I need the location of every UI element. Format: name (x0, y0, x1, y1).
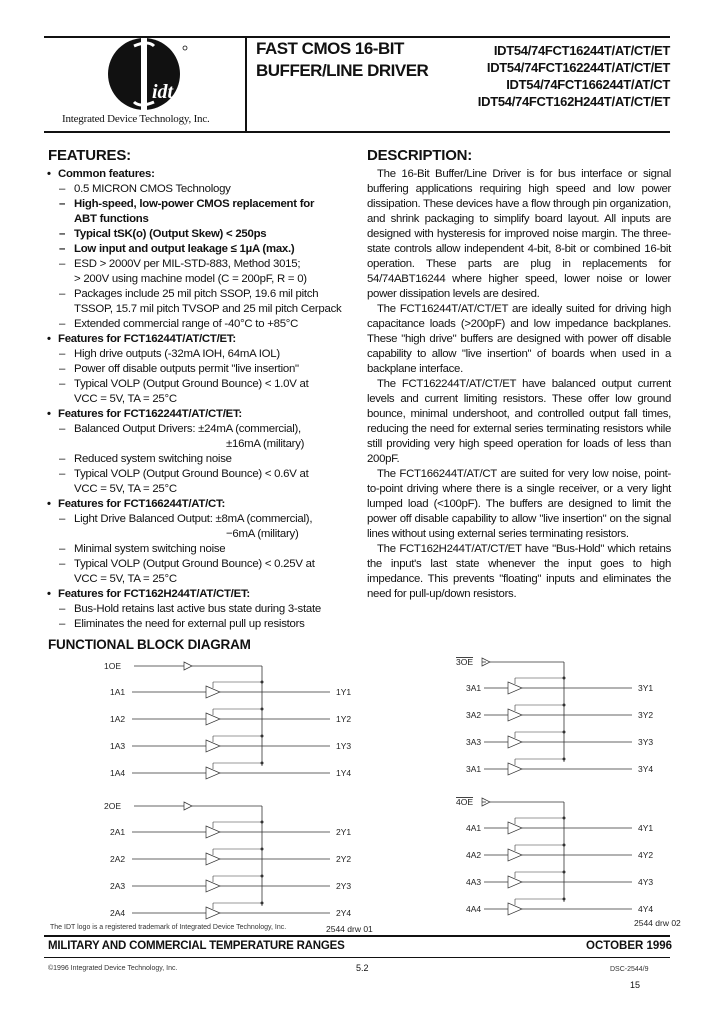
output-label: 3Y4 (638, 764, 654, 774)
output-label: 2Y1 (336, 827, 352, 837)
junction-dot (563, 871, 566, 874)
drawing-code: 2544 drw 01 (326, 924, 373, 934)
feature-line: – Reduced system switching noise (44, 452, 362, 467)
junction-dot (563, 677, 566, 680)
input-label: 1A1 (110, 687, 126, 697)
output-label: 4Y3 (638, 877, 654, 887)
features-list (44, 167, 362, 632)
input-label: 4A2 (466, 850, 482, 860)
feature-line: – Typical tSK(o) (Output Skew) < 250ps (44, 227, 362, 242)
feature-line: • Features for FCT162H244T/AT/CT/ET: (44, 587, 362, 602)
functional-block-diagram (44, 650, 684, 940)
feature-line: – Eliminates the need for external pull up resistors (44, 617, 362, 632)
part-number: IDT54/74FCT162244T/AT/CT/ET (486, 60, 670, 75)
junction-dot (261, 735, 264, 738)
enable-buffer-icon (184, 662, 192, 670)
junction-dot (261, 708, 264, 711)
input-label: 2A2 (110, 854, 126, 864)
footer-rule-thin (44, 957, 670, 958)
input-label: 3A3 (466, 737, 482, 747)
document-code: DSC-2544/9 (610, 966, 649, 973)
feature-line: – Minimal system switching noise (44, 542, 362, 557)
junction-dot (563, 898, 566, 901)
input-label: 1A2 (110, 714, 126, 724)
feature-line: – Extended commercial range of -40°C to +85°C (44, 317, 362, 332)
title-line-2: BUFFER/LINE DRIVER (256, 61, 429, 80)
feature-line: – 0.5 MICRON CMOS Technology (44, 182, 362, 197)
feature-line: • Features for FCT166244T/AT/CT: (44, 497, 362, 512)
output-label: 1Y4 (336, 768, 352, 778)
output-label: 3Y2 (638, 710, 654, 720)
description-paragraph: The 16-Bit Buffer/Line Driver is for bus interface or signal buffering applications requiring high speed and low power dissipation. These devices have a flow through pin organization, and shrink packaging to simplify board layout. All inputs are designed with hysteresis for improved noise margin. The three-state controls allow independent 4-bit, 8-bit or combined 16-bit operation. These parts are plug in replacements for 54/74ABT16244 where higher speed, lower noise or lower power dissipation levels are desired. (367, 168, 671, 300)
part-number: IDT54/74FCT16244T/AT/CT/ET (493, 43, 670, 58)
block-diagram-heading: FUNCTIONAL BLOCK DIAGRAM (48, 637, 251, 652)
output-label: 4Y1 (638, 823, 654, 833)
output-label: 1Y2 (336, 714, 352, 724)
feature-line: ABT functions (74, 213, 149, 225)
description-heading: DESCRIPTION: (367, 147, 473, 164)
junction-dot (563, 817, 566, 820)
feature-line: – High-speed, low-power CMOS replacement for (44, 197, 362, 212)
input-label: 1A3 (110, 741, 126, 751)
junction-dot (261, 902, 264, 905)
enable-buffer-icon (184, 802, 192, 810)
feature-line: – ESD > 2000V per MIL-STD-883, Method 3015; (44, 257, 362, 272)
input-label: 3A2 (466, 710, 482, 720)
junction-dot (261, 848, 264, 851)
input-label: 4A3 (466, 877, 482, 887)
trademark-note: The IDT logo is a registered trademark of Integrated Device Technology, Inc. (50, 924, 287, 931)
feature-line: VCC = 5V, TA = 25°C (74, 483, 177, 495)
feature-line: – Packages include 25 mil pitch SSOP, 19.6 mil pitch (44, 287, 362, 302)
junction-dot (261, 875, 264, 878)
input-label: 4A4 (466, 904, 482, 914)
description-paragraph: The FCT16244T/AT/CT/ET are ideally suited for driving high capacitance loads (>200pF) and low impedance backplanes. These "high drive" buffers are designed with power off disable capability to allow "live insertion" of boards when used in a backplane interface. (367, 303, 671, 375)
output-label: 1Y1 (336, 687, 352, 697)
feature-line: – Low input and output leakage ≤ 1µA (max.) (44, 242, 362, 257)
output-label: 4Y2 (638, 850, 654, 860)
enable-label: 3OE (456, 657, 474, 667)
output-label: 4Y4 (638, 904, 654, 914)
feature-line: – Power off disable outputs permit "live insertion" (44, 362, 362, 377)
idt-logo-icon (44, 36, 244, 116)
part-number: IDT54/74FCT166244T/AT/CT (506, 77, 670, 92)
feature-line: • Features for FCT162244T/AT/CT/ET: (44, 407, 362, 422)
footer-rule (44, 935, 670, 937)
description-body (367, 167, 671, 602)
temperature-ranges: MILITARY AND COMMERCIAL TEMPERATURE RANGES (48, 940, 345, 952)
junction-dot (261, 762, 264, 765)
feature-line: VCC = 5V, TA = 25°C (74, 393, 177, 405)
feature-line: TSSOP, 15.7 mil pitch TVSOP and 25 mil pitch Cerpack (74, 303, 342, 315)
output-label: 2Y2 (336, 854, 352, 864)
enable-label: 4OE (456, 797, 474, 807)
junction-dot (563, 758, 566, 761)
publication-date: OCTOBER 1996 (586, 940, 673, 952)
input-label: 3A1 (466, 764, 482, 774)
feature-line: > 200V using machine model (C = 200pF, R = 0) (74, 273, 307, 285)
junction-dot (563, 704, 566, 707)
header-bottom-rule (44, 131, 670, 133)
feature-line: VCC = 5V, TA = 25°C (74, 573, 177, 585)
output-label: 3Y1 (638, 683, 654, 693)
feature-line: – Bus-Hold retains last active bus state during 3-state (44, 602, 362, 617)
feature-line: – Typical VOLP (Output Ground Bounce) < 0.25V at (44, 557, 362, 572)
drawing-code: 2544 drw 02 (634, 918, 681, 928)
copyright: ©1996 Integrated Device Technology, Inc. (48, 965, 178, 972)
feature-line: −6mA (military) (226, 528, 299, 540)
features-heading: FEATURES: (48, 147, 131, 164)
feature-line: – Typical VOLP (Output Ground Bounce) < 1.0V at (44, 377, 362, 392)
junction-dot (261, 681, 264, 684)
feature-line: • Features for FCT16244T/AT/CT/ET: (44, 332, 362, 347)
input-label: 2A3 (110, 881, 126, 891)
header-divider (245, 36, 247, 132)
junction-dot (563, 731, 566, 734)
logo-mark: idt (152, 81, 174, 103)
input-label: 2A4 (110, 908, 126, 918)
output-label: 1Y3 (336, 741, 352, 751)
output-label: 2Y4 (336, 908, 352, 918)
feature-line: – High drive outputs (-32mA IOH, 64mA IOL) (44, 347, 362, 362)
feature-line: ±16mA (military) (226, 438, 305, 450)
feature-line: – Light Drive Balanced Output: ±8mA (commercial), (44, 512, 362, 527)
junction-dot (563, 844, 566, 847)
page-reference: 5.2 (356, 963, 369, 973)
enable-label: 2OE (104, 801, 122, 811)
part-number-list (452, 42, 670, 110)
feature-line: – Balanced Output Drivers: ±24mA (commercial), (44, 422, 362, 437)
feature-line: • Common features: (44, 167, 362, 182)
enable-label: 1OE (104, 661, 122, 671)
feature-line: – Typical VOLP (Output Ground Bounce) < 0.6V at (44, 467, 362, 482)
description-paragraph: The FCT166244T/AT/CT are suited for very low noise, point-to-point driving where there is a single receiver, or a very light lumped load (<100pF). The buffers are designed to limit the power off disable capability to allow "live insertion" on the signal lines without using external series terminating resistors. (367, 468, 671, 540)
input-label: 2A1 (110, 827, 126, 837)
input-label: 4A1 (466, 823, 482, 833)
input-label: 3A1 (466, 683, 482, 693)
company-name: Integrated Device Technology, Inc. (62, 113, 210, 125)
part-number: IDT54/74FCT162H244T/AT/CT/ET (477, 94, 670, 109)
output-label: 2Y3 (336, 881, 352, 891)
title-line-1: FAST CMOS 16-BIT (256, 39, 404, 58)
description-paragraph: The FCT162244T/AT/CT/ET have balanced output current levels and current limiting resistors. These offer low ground bounce, minimal undershoot, and controlled output fall times, reducing the need for external series terminating resistors while still providing very high speed operation for loads of less than 200pF. (367, 378, 671, 465)
input-label: 1A4 (110, 768, 126, 778)
page-title (256, 38, 428, 82)
output-label: 3Y3 (638, 737, 654, 747)
junction-dot (261, 821, 264, 824)
description-paragraph: The FCT162H244T/AT/CT/ET have "Bus-Hold" which retains the input's last state whenever the input goes to high impedance. This prevents "floating" inputs and eliminates the need for pull-up/down resistors. (367, 543, 671, 600)
page-number: 15 (630, 980, 641, 990)
